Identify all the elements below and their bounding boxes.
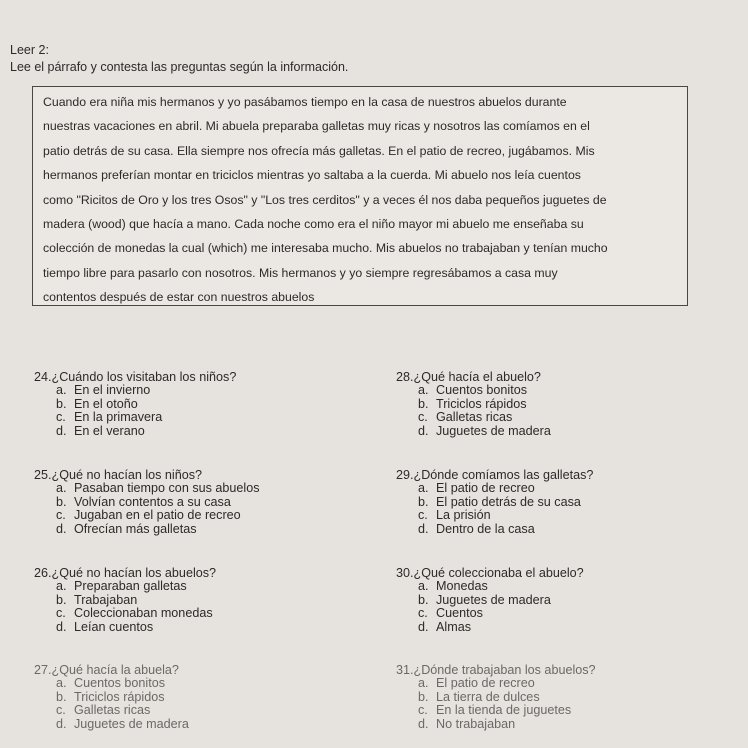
answer-option[interactable]: d. No trabajaban bbox=[418, 716, 516, 731]
answer-option[interactable]: b. Trabajaban bbox=[56, 592, 138, 607]
question-number: 29. bbox=[396, 468, 414, 482]
question-number: 26. bbox=[34, 566, 52, 580]
question-number: 30. bbox=[396, 566, 414, 580]
answer-option[interactable]: c. En la tienda de juguetes bbox=[418, 703, 572, 718]
question-25 bbox=[34, 469, 364, 536]
section-title: Leer 2: bbox=[10, 43, 49, 57]
passage-line: Cuando era niña mis hermanos y yo pasábamos tiempo en la casa de nuestros abuelos durante bbox=[43, 95, 567, 109]
answer-option[interactable]: d. Dentro de la casa bbox=[418, 521, 535, 536]
answer-option[interactable]: b. Triciclos rápidos bbox=[418, 396, 527, 411]
question-29 bbox=[396, 469, 726, 536]
question-text: ¿Qué coleccionaba el abuelo? bbox=[413, 566, 584, 580]
answer-option[interactable]: a. Cuentos bonitos bbox=[56, 676, 166, 691]
question-28 bbox=[396, 371, 726, 438]
passage-line: nuestras vacaciones en abril. Mi abuela preparaba galletas muy ricas y nosotros las comíamos en el bbox=[43, 119, 590, 134]
answer-option[interactable]: c. Cuentos bbox=[418, 606, 483, 621]
answer-option[interactable]: d. Juguetes de madera bbox=[56, 716, 189, 731]
instructions-text: Lee el párrafo y contesta las preguntas según la información. bbox=[10, 60, 349, 74]
question-24 bbox=[34, 371, 364, 438]
question-text: ¿Qué hacía el abuelo? bbox=[413, 370, 541, 384]
answer-option[interactable]: c. Galletas ricas bbox=[418, 410, 513, 425]
question-number: 31. bbox=[396, 663, 414, 677]
question-number: 24. bbox=[34, 370, 52, 384]
question-number: 28. bbox=[396, 370, 414, 384]
question-27 bbox=[34, 664, 364, 731]
passage-line: contentos después de estar con nuestros abuelos bbox=[43, 290, 315, 305]
answer-option[interactable]: b. Triciclos rápidos bbox=[56, 689, 165, 704]
answer-option[interactable]: b. En el otoño bbox=[56, 396, 138, 411]
question-number: 25. bbox=[34, 468, 52, 482]
question-text: ¿Dónde comíamos las galletas? bbox=[413, 468, 594, 482]
passage-line: madera (wood) que hacía a mano. Cada noche como era el niño mayor mi abuelo me enseñaba su bbox=[43, 217, 584, 232]
answer-option[interactable]: b. Juguetes de madera bbox=[418, 592, 551, 607]
passage-line: tiempo libre para pasarlo con nosotros. Mis hermanos y yo siempre regresábamos a casa muy bbox=[43, 265, 558, 280]
answer-option[interactable]: c. En la primavera bbox=[56, 410, 163, 425]
answer-option[interactable]: d. Juguetes de madera bbox=[418, 423, 551, 438]
answer-option[interactable]: a. Monedas bbox=[418, 579, 488, 594]
question-text: ¿Qué no hacían los niños? bbox=[51, 468, 203, 482]
answer-option[interactable]: c. Galletas ricas bbox=[56, 703, 151, 718]
passage-line: como "Ricitos de Oro y los tres Osos" y "Los tres cerditos" y a veces él nos daba pequeños juguetes de bbox=[43, 192, 607, 207]
question-text: ¿Dónde trabajaban los abuelos? bbox=[413, 663, 596, 677]
answer-option[interactable]: b. El patio detrás de su casa bbox=[418, 494, 581, 509]
passage-line: colección de monedas la cual (which) me interesaba mucho. Mis abuelos no trabajaban y tenían mucho bbox=[43, 241, 608, 256]
answer-option[interactable]: d. Almas bbox=[418, 619, 471, 634]
answer-option[interactable]: a. El patio de recreo bbox=[418, 481, 535, 496]
answer-option[interactable]: d. Ofrecían más galletas bbox=[56, 521, 197, 536]
question-26 bbox=[34, 567, 364, 634]
passage-line: patio detrás de su casa. Ella siempre nos ofrecía más galletas. En el patio de recreo, jugábamos. Mis bbox=[43, 143, 595, 158]
answer-option[interactable]: d. Leían cuentos bbox=[56, 619, 154, 634]
answer-option[interactable]: a. Pasaban tiempo con sus abuelos bbox=[56, 481, 260, 496]
instructions-header bbox=[10, 42, 348, 76]
answer-option[interactable]: a. Preparaban galletas bbox=[56, 579, 187, 594]
answer-option[interactable]: b. Volvían contentos a su casa bbox=[56, 494, 231, 509]
question-text: ¿Cuándo los visitaban los niños? bbox=[51, 370, 237, 384]
answer-option[interactable]: c. Jugaban en el patio de recreo bbox=[56, 508, 241, 523]
answer-option[interactable]: a. El patio de recreo bbox=[418, 676, 535, 691]
question-31 bbox=[396, 664, 726, 731]
question-number: 27. bbox=[34, 663, 52, 677]
question-text: ¿Qué no hacían los abuelos? bbox=[51, 566, 217, 580]
answer-option[interactable]: c. Coleccionaban monedas bbox=[56, 606, 213, 621]
answer-option[interactable]: a. Cuentos bonitos bbox=[418, 383, 528, 398]
passage-line: hermanos preferían montar en triciclos mientras yo saltaba a la cuerda. Mi abuelo nos leía cuentos bbox=[43, 168, 581, 183]
question-text: ¿Qué hacía la abuela? bbox=[51, 663, 179, 677]
reading-passage bbox=[32, 86, 688, 306]
answer-option[interactable]: a. En el invierno bbox=[56, 383, 151, 398]
answer-option[interactable]: c. La prisión bbox=[418, 508, 491, 523]
answer-option[interactable]: b. La tierra de dulces bbox=[418, 689, 540, 704]
answer-option[interactable]: d. En el verano bbox=[56, 423, 145, 438]
question-30 bbox=[396, 567, 726, 634]
